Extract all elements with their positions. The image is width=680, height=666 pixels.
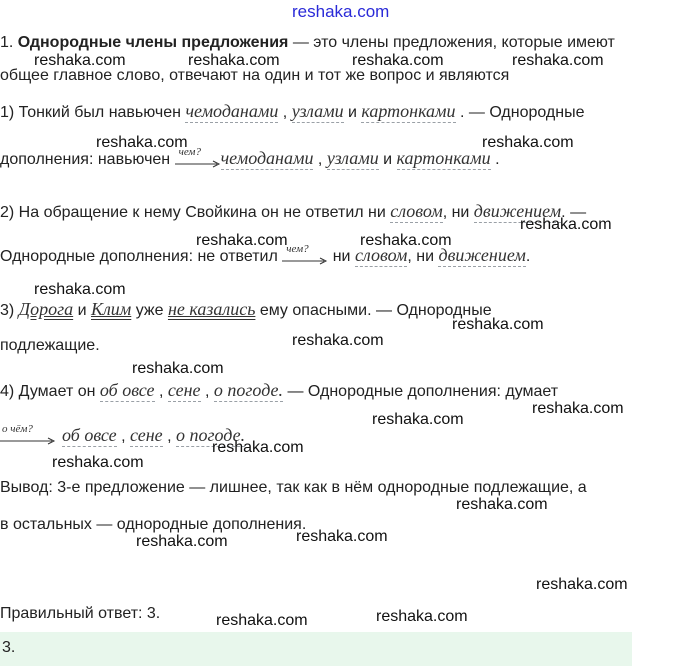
watermark: reshaka.com [512,52,604,69]
watermark: reshaka.com [136,533,228,550]
s4-suffix: — Однородные дополнения: думает [283,383,559,400]
s2-l2-prefix: Однородные дополнения: не ответил [0,248,283,265]
s1-and-2: и [378,151,397,168]
answer-box [0,632,632,666]
correct-answer-label: Правильный ответ: 3. [0,605,161,622]
sentence-3-line-2: подлежащие. [0,337,100,354]
s1-end: . [490,151,500,168]
s4-sep-3: , [116,428,130,445]
watermark: reshaka.com [188,52,280,69]
s2-word-1: словом [390,201,443,221]
s1-and: и [343,104,362,121]
conclusion-line-2: в остальных — однородные дополнения. [0,516,307,533]
watermark: reshaka.com [34,52,126,69]
s2-word-2: движением [473,201,562,221]
s1-suffix: . — Однородные [455,104,585,121]
watermark: reshaka.com [536,576,628,593]
watermark: reshaka.com [532,400,624,417]
s1-word-2: узлами [291,101,344,121]
watermark: reshaka.com [212,439,304,456]
s2-suffix: . — [561,204,587,221]
s4-word-5: сене [129,425,163,445]
sentence-4-line-1 [0,380,558,402]
watermark: reshaka.com [216,612,308,629]
intro-rest: — это члены предложения, которые имеют [288,34,615,51]
watermark: reshaka.com [372,411,464,428]
watermark: reshaka.com [352,52,444,69]
s3-mid: уже [131,302,168,319]
watermark: reshaka.com [482,134,574,151]
s1-sep-1: , [278,104,292,121]
s1-l2-prefix: дополнения: навьючен [0,151,175,168]
s4-question: о чём? [2,422,33,435]
watermark: reshaka.com [292,332,384,349]
watermark: reshaka.com [52,454,144,471]
s3-subject-2: Клим [90,299,132,319]
s2-prefix: 2) На обращение к нему Свойкина он не ответил ни [0,204,391,221]
s4-sep-2: , [200,383,214,400]
watermark: reshaka.com [96,134,188,151]
s1-word-5: узлами [326,148,379,168]
question-arrow-icon [175,145,221,170]
s4-word-3: о погоде. [213,380,284,400]
question-arrow-icon [282,242,328,267]
s3-subject-1: Дорога [18,299,74,319]
s1-question: чем? [178,145,201,158]
s4-word-2: сене [167,380,201,400]
watermark: reshaka.com [132,360,224,377]
watermark: reshaka.com [452,316,544,333]
s1-word-6: картонками [396,148,491,168]
s1-sep-2: , [313,151,327,168]
watermark: reshaka.com [196,232,288,249]
s2-word-4: движением [438,245,526,265]
intro-number: 1. [0,34,14,51]
s3-prefix: 3) [0,302,19,319]
s1-word-3: картонками [361,101,456,121]
question-arrow-icon [0,422,56,447]
watermark: reshaka.com [296,528,388,545]
sentence-2-line-1 [0,201,586,223]
s4-word-4: об овсе [62,425,117,445]
s3-predicate: не казались [167,299,256,319]
watermark-top: reshaka.com [292,2,390,21]
s2-mid: , ни [442,204,474,221]
s4-word-1: об овсе [99,380,155,400]
watermark: reshaka.com [520,216,612,233]
answer-value: 3. [2,639,16,656]
sentence-1-line-1 [0,101,585,123]
intro-line-1 [0,33,615,53]
watermark: reshaka.com [34,281,126,298]
sentence-4-line-2 [0,422,246,447]
conclusion-line-1: Вывод: 3-е предложение — лишнее, так как в нём однородные подлежащие, а [0,479,587,496]
s4-sep-4: , [162,428,176,445]
watermark: reshaka.com [360,232,452,249]
watermark: reshaka.com [376,608,468,625]
s4-prefix: 4) Думает он [0,383,100,400]
s1-word-1: чемоданами [185,101,279,121]
s2-ni-2: , ни [407,248,439,265]
watermark: reshaka.com [456,496,548,513]
intro-line-2: общее главное слово, отвечают на один и тот же вопрос и являются [0,67,510,84]
s2-ni-1: ни [328,248,355,265]
s2-question: чем? [286,242,309,255]
sentence-3-line-1 [0,299,492,321]
s3-and: и [73,302,91,319]
s4-sep-1: , [154,383,168,400]
s2-end: . [525,248,531,265]
s1-prefix: 1) Тонкий был навьючен [0,104,186,121]
s1-word-4: чемоданами [220,148,314,168]
sentence-1-line-2 [0,145,500,170]
s3-suffix: ему опасными. — Однородные [255,302,492,319]
intro-term: Однородные члены предложения [17,34,289,51]
s4-word-6: о погоде. [176,425,246,445]
s2-word-3: словом [354,245,408,265]
